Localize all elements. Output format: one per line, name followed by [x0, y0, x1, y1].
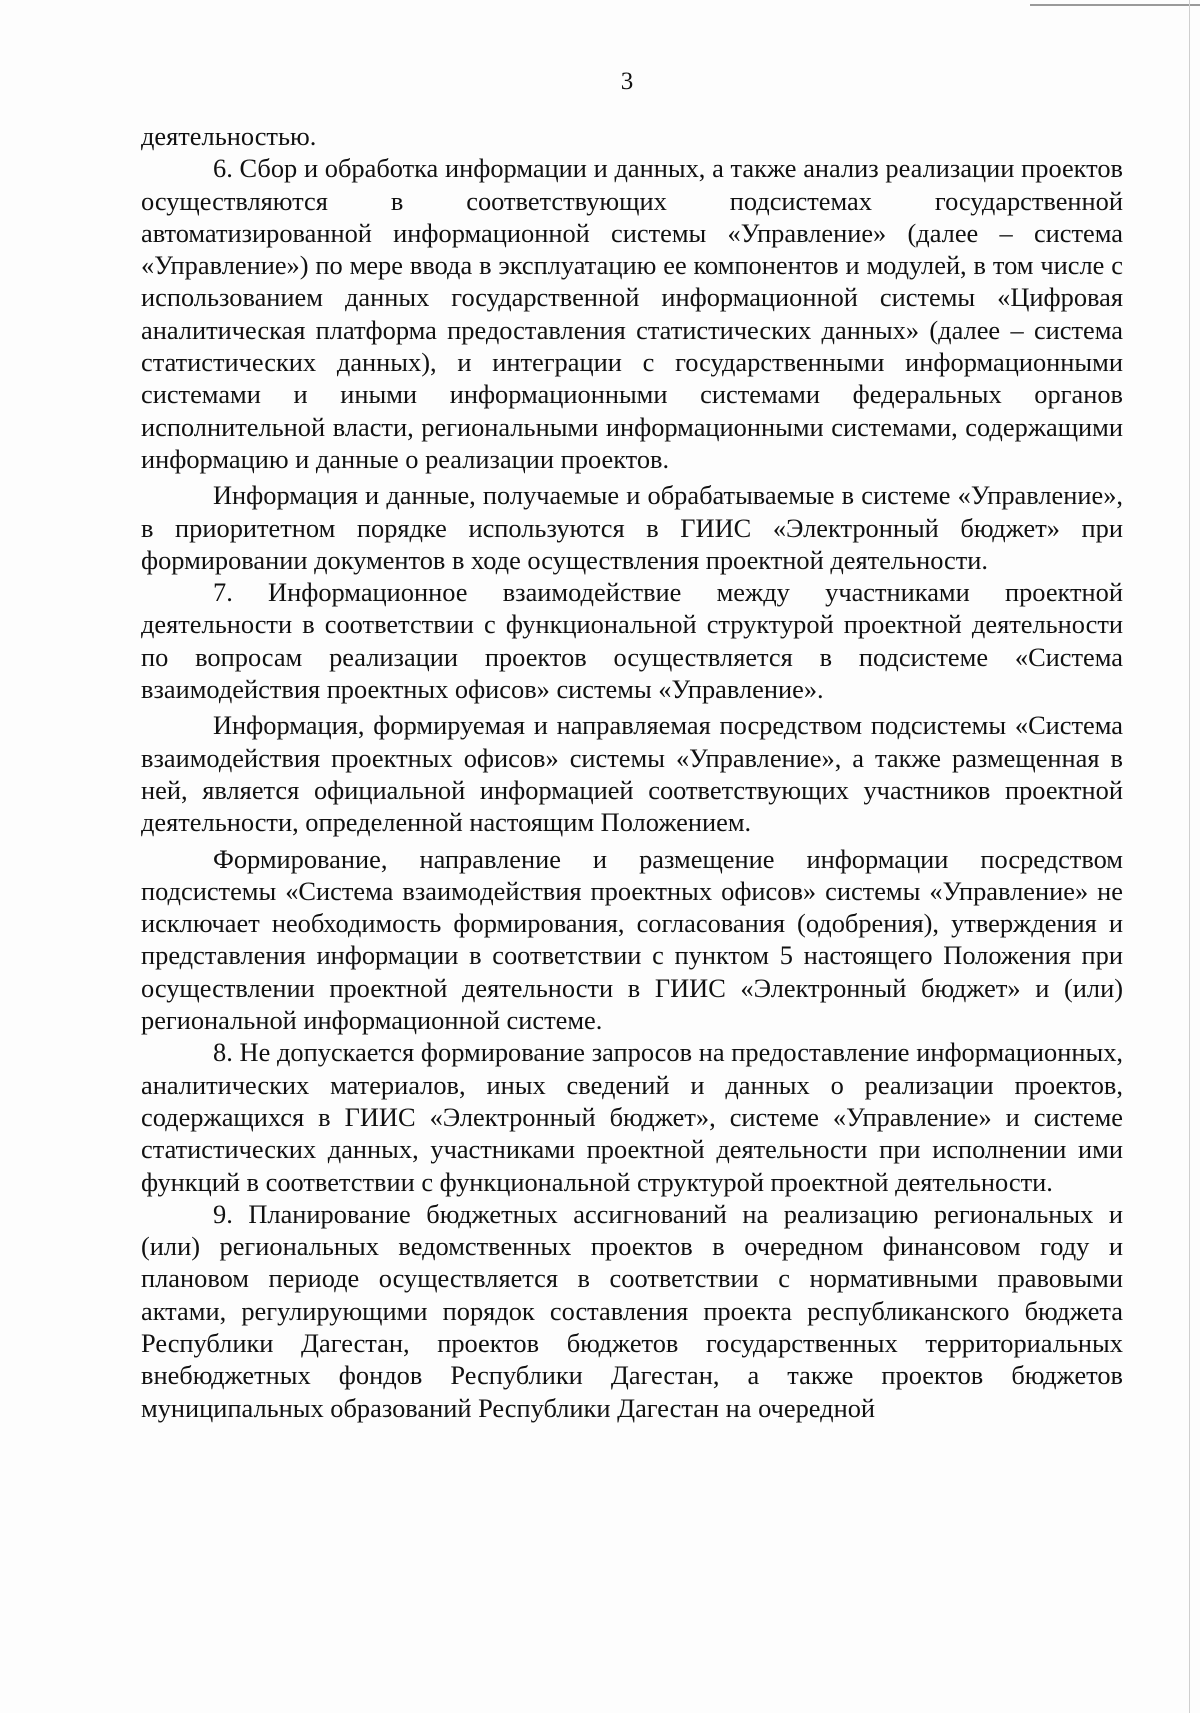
paragraph-continuation: деятельностью.	[141, 121, 317, 151]
paragraph-item-7: 7. Информационное взаимодействие между участниками проектной деятельности в соответствии с функциональной структурой проектной деятельности по вопросам реализации проектов осуществляется в подсистеме «Система взаимодействия проектных офисов» системы «Управление».	[141, 577, 1123, 705]
paragraph-item-9: 9. Планирование бюджетных ассигнований на реализацию региональных и (или) региональных ведомственных проектов в очередном финансовом году и плановом периоде осуществляется в соответствии с нормативными правовыми актами, регулирующими порядок составления проекта республиканского бюджета Республики Дагестан, проектов бюджетов государственных территориальных внебюджетных фондов Республики Дагестан, а также проектов бюджетов муниципальных образований Республики Дагестан на очередной	[141, 1198, 1123, 1423]
page-number: 3	[620, 68, 634, 95]
document-body	[141, 120, 1123, 1424]
paragraph-official-info: Информация, формируемая и направляемая посредством подсистемы «Система взаимодействия проектных офисов» системы «Управление», а также размещенная в ней, является официальной информацией соответствующих участников проектной деятельности, определенной настоящим Положением.	[141, 710, 1123, 838]
paragraph-info-usage: Информация и данные, получаемые и обрабатываемые в системе «Управление», в приоритетном порядке используются в ГИИС «Электронный бюджет» при формировании документов в ходе осуществления проектной деятельности.	[141, 480, 1123, 575]
paragraph-formation: Формирование, направление и размещение информации посредством подсистемы «Система взаимодействия проектных офисов» системы «Управление» не исключает необходимость формирования, согласования (одобрения), утверждения и представления информации в соответствии с пунктом 5 настоящего Положения при осуществлении проектной деятельности в ГИИС «Электронный бюджет» и (или) региональной информационной системе.	[141, 843, 1123, 1036]
paragraph-item-6: 6. Сбор и обработка информации и данных, а также анализ реализации проектов осуществляются в соответствующих подсистемах государственной автоматизированной информационной системы «Управление» (далее – система «Управление») по мере ввода в эксплуатацию ее компонентов и модулей, в том числе с использованием данных государственной информационной системы «Цифровая аналитическая платформа предоставления статистических данных» (далее – система статистических данных), и интеграции с государственными информационными системами и иными информационными системами федеральных органов исполнительной власти, региональными информационными системами, содержащими информацию и данные о реализации проектов.	[141, 153, 1123, 474]
scan-edge-line	[1030, 4, 1200, 6]
paragraph-item-8: 8. Не допускается формирование запросов на предоставление информационных, аналитических материалов, иных сведений и данных о реализации проектов, содержащихся в ГИИС «Электронный бюджет», системе «Управление» и системе статистических данных, участниками проектной деятельности при исполнении ими функций в соответствии с функциональной структурой проектной деятельности.	[141, 1037, 1123, 1197]
scan-edge-line-right	[1189, 0, 1190, 1713]
